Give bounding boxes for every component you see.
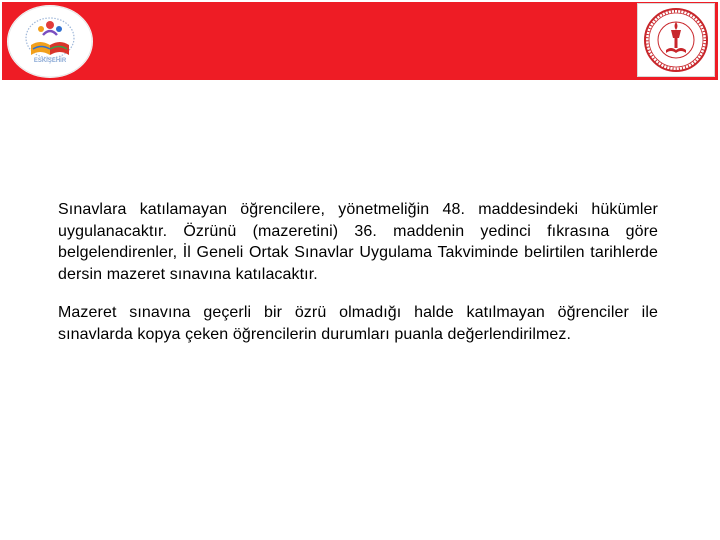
meb-logo xyxy=(637,3,715,77)
logo-caption: ESKİŞEHİR xyxy=(33,58,67,64)
eskisehir-logo xyxy=(7,5,93,78)
meb-seal-icon xyxy=(638,4,714,76)
main-text xyxy=(58,199,658,362)
paragraph-absent-students: Sınavlara katılamayan öğrencilere, yönetmeliğin 48. maddesindeki hükümler uygulanacaktır. Özrünü (mazeretini) 36. maddenin yedinci fıkrasına göre belgelendirenler, İl Geneli Ortak Sınavlar Uygulama Takviminde belirtilen tarihlerde dersin mazeret sınavına katılacaktır. xyxy=(58,201,658,283)
header-banner xyxy=(2,2,718,80)
book-education-logo-icon xyxy=(7,5,93,78)
paragraph-makeup-exam: Mazeret sınavına geçerli bir özrü olmadığı halde katılmayan öğrenciler ile sınavlarda kopya çeken öğrencilerin durumları puanla değerlendirilmez. xyxy=(58,304,658,343)
